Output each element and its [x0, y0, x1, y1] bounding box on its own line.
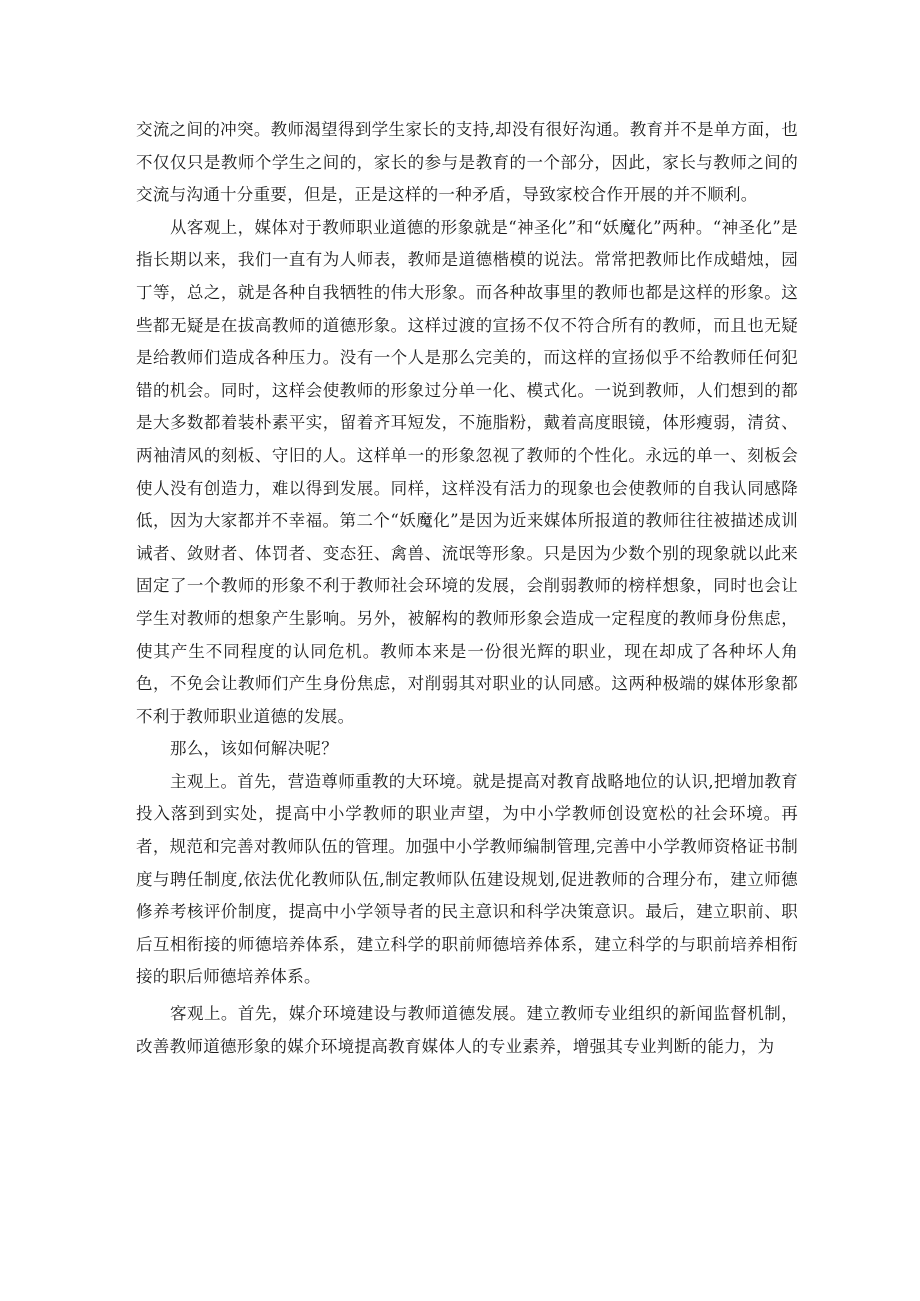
- paragraph-5: 客观上。首先，媒介环境建设与教师道德发展。建立教师专业组织的新闻监督机制，改善教师道德形象的媒介环境提高教育媒体人的专业素养，增强其专业判断的能力，为: [136, 1004, 798, 1056]
- paragraph-3: 那么，该如何解决呢？: [170, 739, 338, 759]
- document-page: [136, 114, 798, 1063]
- paragraph-4: 主观上。首先，营造尊师重教的大环境。就是提高对教育战略地位的认识,把增加教育投入落到到实处，提高中小学教师的职业声望，为中小学教师创设宽松的社会环境。再者，规范和完善对教师队伍的管理。加强中小学教师编制管理,完善中小学教师资格证书制度与聘任制度,依法优化教师队伍,制定教师队伍建设规划,促进教师的合理分布，建立师德修养考核评价制度，提高中小学领导者的民主意识和科学决策意识。最后，建立职前、职后互相衔接的师德培养体系，建立科学的职前师德培养体系，建立科学的与职前培养相衔接的职后师德培养体系。: [136, 771, 798, 987]
- paragraph-2: 从客观上，媒体对于教师职业道德的形象就是“神圣化”和“妖魔化”两种。“神圣化”是指长期以来，我们一直有为人师表，教师是道德楷模的说法。常常把教师比作成蜡烛，园丁等，总之，就是各种自我牺牲的伟大形象。而各种故事里的教师也都是这样的形象。这些都无疑是在拔高教师的道德形象。这样过渡的宣扬不仅不符合所有的教师，而且也无疑是给教师们造成各种压力。没有一个人是那么完美的，而这样的宣扬似乎不给教师任何犯错的机会。同时，这样会使教师的形象过分单一化、模式化。一说到教师，人们想到的都是大多数都着装朴素平实，留着齐耳短发，不施脂粉，戴着高度眼镜，体形瘦弱，清贫、两袖清风的刻板、守旧的人。这样单一的形象忽视了教师的个性化。永远的单一、刻板会使人没有创造力，难以得到发展。同样，这样没有活力的现象也会使教师的自我认同感降低，因为大家都并不幸福。第二个“妖魔化”是因为近来媒体所报道的教师往往被描述成训诫者、敛财者、体罚者、变态狂、禽兽、流氓等形象。只是因为少数个别的现象就以此来固定了一个教师的形象不利于教师社会环境的发展，会削弱教师的榜样想象，同时也会让学生对教师的想象产生影响。另外，被解构的教师形象会造成一定程度的教师身份焦虑，使其产生不同程度的认同危机。教师本来是一份很光辉的职业，现在却成了各种坏人角色，不免会让教师们产生身份焦虑，对削弱其对职业的认同感。这两种极端的媒体形象都不利于教师职业道德的发展。: [136, 217, 798, 726]
- paragraph-1: 交流之间的冲突。教师渴望得到学生家长的支持,却没有很好沟通。教育并不是单方面，也不仅仅只是教师个学生之间的，家长的参与是教育的一个部分，因此，家长与教师之间的交流与沟通十分重要，但是，正是这样的一种矛盾，导致家校合作开展的并不顺利。: [136, 120, 798, 205]
